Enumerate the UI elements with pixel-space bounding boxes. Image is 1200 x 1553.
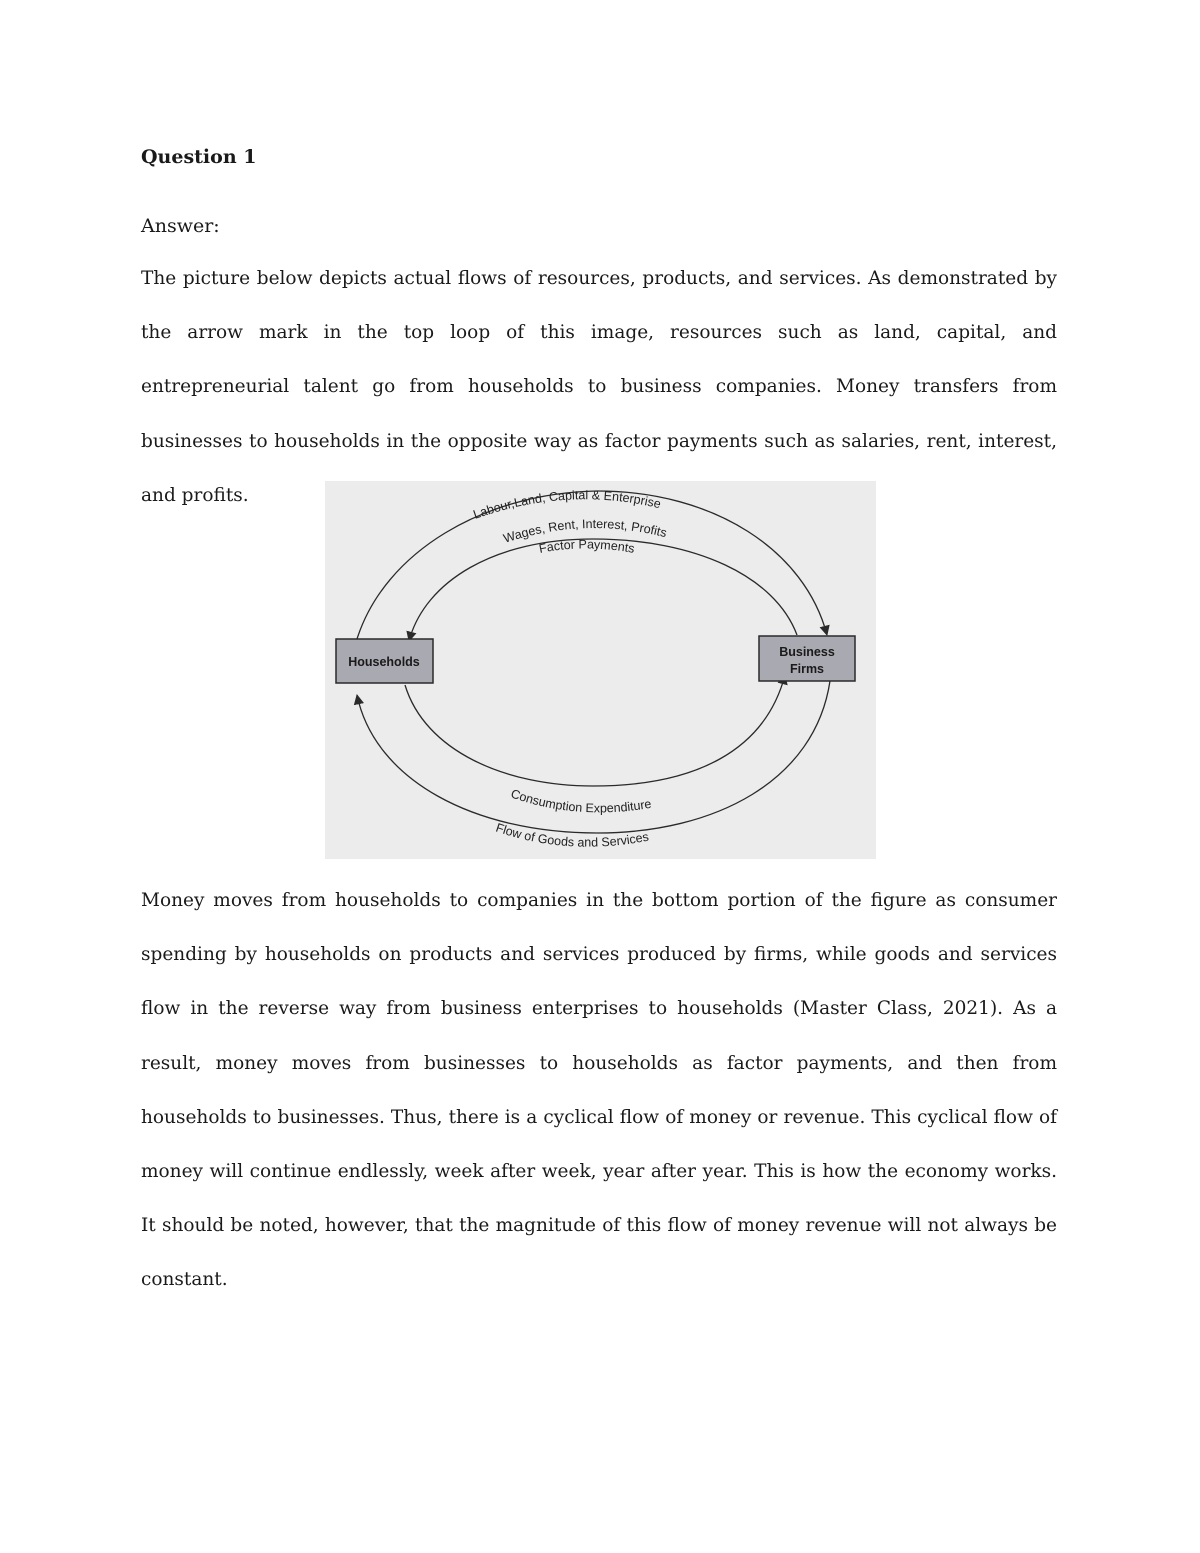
inner-top-flow-arrow bbox=[409, 539, 797, 641]
answer-label: Answer: bbox=[141, 215, 220, 237]
circular-flow-diagram bbox=[325, 481, 876, 859]
inner-bottom-flow-label: Consumption Expenditure bbox=[509, 786, 653, 816]
business-firms-label-line2: Firms bbox=[789, 662, 825, 676]
inner-top-flow-label-1: Wages, Rent, Interest, Profits bbox=[501, 516, 669, 546]
outer-bottom-flow-label: Flow of Goods and Services bbox=[494, 820, 650, 850]
inner-top-flow-label-2: Factor Payments bbox=[537, 537, 636, 556]
circular-flow-svg bbox=[325, 481, 876, 859]
outer-top-flow-arrow bbox=[357, 491, 827, 639]
inner-bottom-flow-arrow bbox=[405, 675, 785, 786]
paragraph-intro: The picture below depicts actual flows of resources, products, and services. As demonstrated by the arrow mark in the top loop of this image, resources such as land, capital, and entrepreneurial talent go from households to business companies. Money transfers from businesses to households in the opposite way as factor payments such as salaries, rent, interest, and profits. bbox=[141, 268, 1057, 506]
question-heading: Question 1 bbox=[141, 146, 257, 168]
outer-top-flow-label: Labour,Land, Capital & Enterprise bbox=[471, 488, 663, 522]
households-label: Households bbox=[348, 655, 420, 669]
business-firms-label-line1: Business bbox=[779, 645, 835, 659]
paragraph-explanation: Money moves from households to companies in the bottom portion of the figure as consumer spending by households on products and services produced by firms, while goods and services flow in the reverse way from business enterprises to households (Master Class, 2021). As a result, money moves from businesses to households as factor payments, and then from households to businesses. Thus, there is a cyclical flow of money or revenue. This cyclical flow of money will continue endlessly, week after week, year after year. This is how the economy works. It should be noted, however, that the magnitude of this flow of money revenue will not always be constant. bbox=[141, 890, 1057, 1291]
